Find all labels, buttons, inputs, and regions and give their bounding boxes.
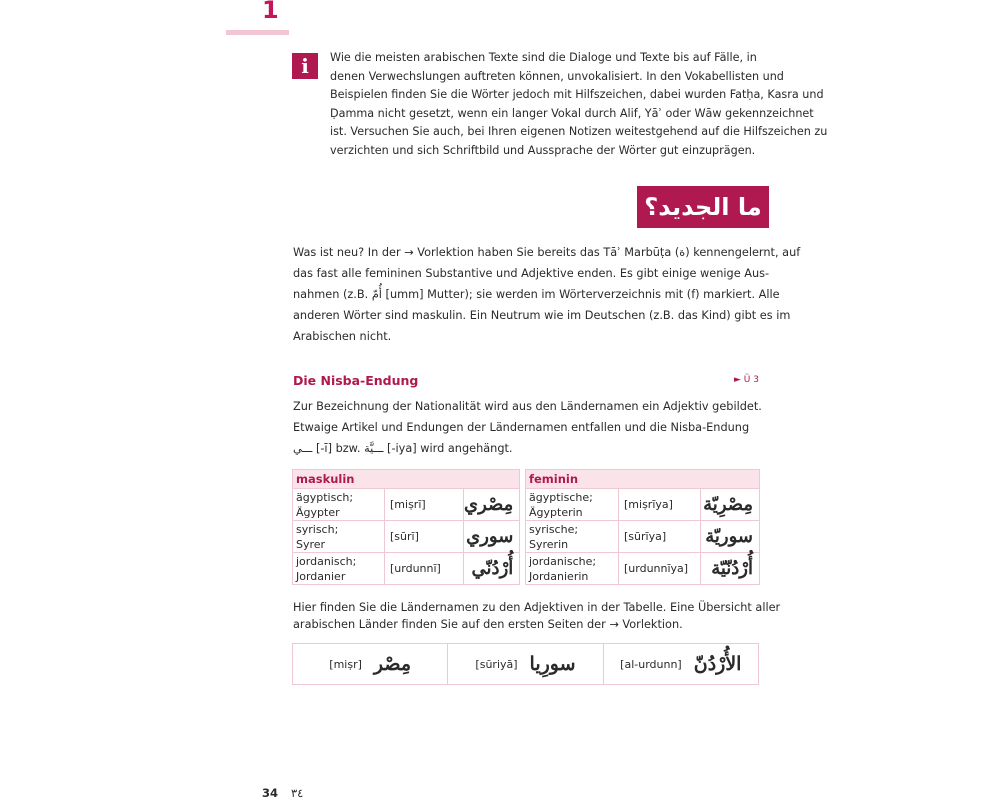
masculine-table [292,469,520,585]
transliteration-cell: [urdunnī] [385,553,464,585]
german-cell: syrische; Syrerin [526,521,619,553]
nisba-line: Zur Bezeichnung der Nationalität wird aus den Ländernamen ein Adjektiv gebildet. [293,400,762,413]
country-translit: [sūriyā] [475,657,518,671]
table-row [526,521,760,553]
country-translit: [al-urdunn] [620,657,682,671]
country-cell [448,644,603,684]
transliteration-cell: [miṣrī] [385,489,464,521]
nisba-line: Etwaige Artikel und Endungen der Ländernamen entfallen und die Nisba-Endung [293,421,750,434]
german-cell: ägyptisch; Ägypter [293,489,385,521]
country-cell [604,644,758,684]
country-arabic: مِصْر [373,653,412,675]
section-heading-arabic: ما الجديد؟ [637,186,769,228]
info-line: Beispielen finden Sie die Wörter jedoch mit Hilfszeichen, dabei wurden Fatḥa, Kasra und [330,88,824,102]
country-cell [293,644,448,684]
intro-line: anderen Wörter sind maskulin. Ein Neutrum wie im Deutschen (z.B. das Kind) gibt es im [293,309,791,322]
feminine-table [525,469,760,585]
chapter-bar [226,30,289,35]
intro-line: Arabischen nicht. [293,330,392,343]
countries-line: Hier finden Sie die Ländernamen zu den Adjektiven in der Tabelle. Eine Übersicht aller [293,601,781,614]
masculine-header: maskulin [293,470,520,489]
transliteration-cell: [miṣrīya] [619,489,701,521]
chapter-number: 1 [262,0,279,24]
countries-table [292,643,759,685]
arabic-cell: أُرْدُنّي [464,553,520,585]
country-arabic: سورِيا [529,653,576,675]
arabic-cell: مِصْرِيّة [701,489,760,521]
table-row [526,553,760,585]
table-row [293,489,520,521]
nisba-heading: Die Nisba-Endung [293,373,419,388]
country-translit: [miṣr] [329,657,362,671]
nisba-line: ـــي [-ī] bzw. ـــيَّة [-iya] wird angehängt. [293,442,513,455]
arabic-cell: سوريّة [701,521,760,553]
info-line: denen Verwechslungen auftreten können, unvokalisiert. In den Vokabellisten und [330,69,784,83]
info-text [330,49,828,161]
table-row [293,553,520,585]
info-line: Ḍamma nicht gesetzt, wenn ein langer Vokal durch Alif, Yāʾ oder Wāw gekennzeichnet [330,106,814,120]
page-number: 34 [262,786,279,800]
info-line: Wie die meisten arabischen Texte sind die Dialoge und Texte bis auf Fälle, in [330,51,757,64]
arabic-cell: مِصْري [464,489,520,521]
exercise-reference[interactable]: ► Ü 3 [734,375,759,385]
countries-line: arabischen Länder finden Sie auf den ersten Seiten der → Vorlektion. [293,618,683,631]
intro-line: nahmen (z.B. أُمّ [umm] Mutter); sie werden im Wörterverzeichnis mit (f) markiert. Alle [293,288,780,301]
german-cell: syrisch; Syrer [293,521,385,553]
intro-paragraph [293,242,801,347]
german-cell: jordanisch; Jordanier [293,553,385,585]
intro-line: Was ist neu? In der → Vorlektion haben Sie bereits das Tāʾ Marbūṭa (ة) kennengelernt, auf [293,246,801,259]
info-line: verzichten und sich Schriftbild und Aussprache der Wörter gut einzuprägen. [330,143,756,157]
intro-line: das fast alle femininen Substantive und Adjektive enden. Es gibt einige wenige Aus- [293,267,770,280]
table-row [293,521,520,553]
transliteration-cell: [sūrīya] [619,521,701,553]
countries-paragraph [293,599,781,633]
table-row [526,489,760,521]
arabic-cell: سوري [464,521,520,553]
transliteration-cell: [urdunnīya] [619,553,701,585]
arabic-cell: أُرْدُنّيّة [701,553,760,585]
german-cell: jordanische; Jordanierin [526,553,619,585]
page-number-arabic: ٣٤ [291,786,304,800]
info-line: ist. Versuchen Sie auch, bei Ihren eigenen Notizen weitestgehend auf die Hilfszeichen zu [330,125,828,139]
transliteration-cell: [sūrī] [385,521,464,553]
info-icon: i [292,53,318,79]
german-cell: ägyptische; Ägypterin [526,489,619,521]
nisba-paragraph [293,396,763,459]
country-arabic: الأُرْدُنّ [693,653,742,675]
feminine-header: feminin [526,470,760,489]
